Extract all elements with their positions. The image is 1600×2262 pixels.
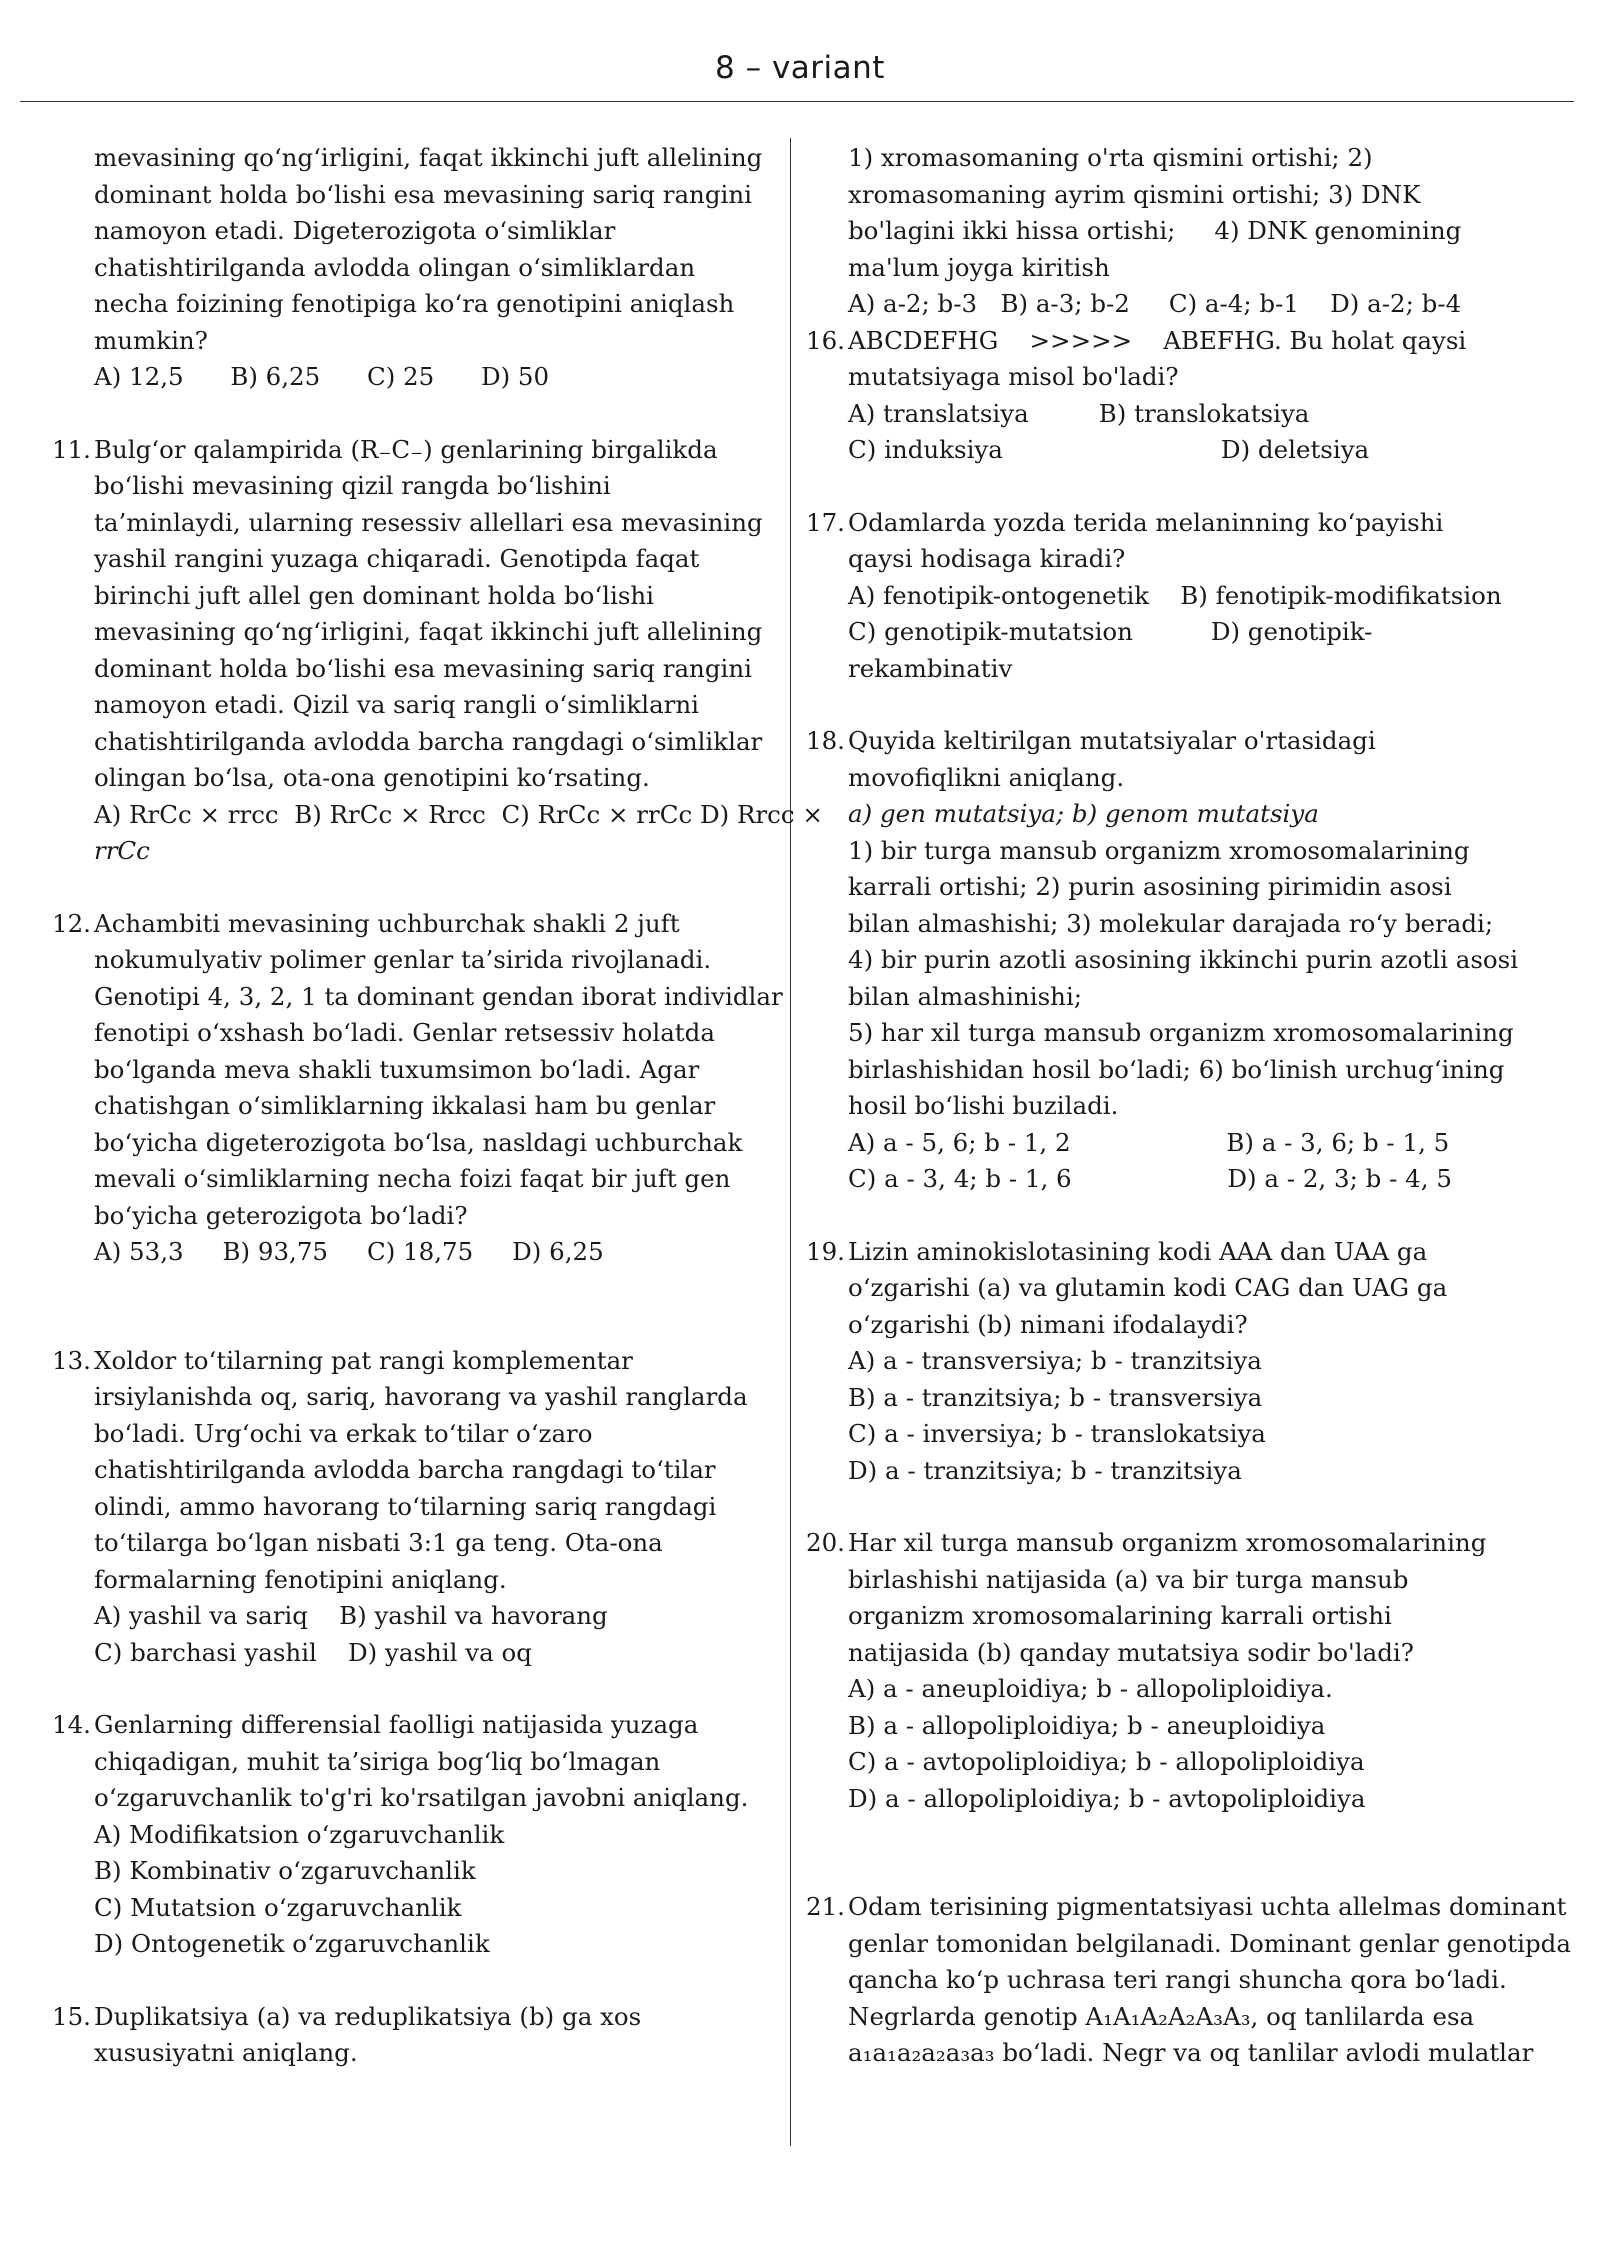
column-divider xyxy=(790,138,791,2146)
question-number: 13. xyxy=(52,1345,91,1375)
answer-option-c: C) a - avtopoliploidiya; b - allopoliploidiya xyxy=(848,1747,1365,1776)
question-number: 20. xyxy=(806,1528,845,1557)
answer-options: A) 12,5 B) 6,25 C) 25 D) 50 xyxy=(94,362,550,391)
question-18 xyxy=(806,723,1586,1198)
question-number: 18. xyxy=(806,726,845,755)
question-text-line: nokumulyativ polimer genlar ta’sirida rivojlanadi. xyxy=(94,945,712,974)
question-number: 12. xyxy=(52,908,91,938)
question-text-line: chatishtirilganda avlodda olingan o‘simliklardan xyxy=(94,252,696,282)
answer-options: C) a - 3, 4; b - 1, 6 D) a - 2, 3; b - 4, 5 xyxy=(848,1164,1452,1193)
question-10-continued xyxy=(52,140,787,396)
question-text-line: 4) bir purin azotli asosining ikkinchi purin azotli asosi xyxy=(848,945,1519,974)
question-text-line: dominant holda bo‘lishi esa mevasining sariq rangini xyxy=(94,179,752,209)
question-text-line: irsiylanishda oq, sariq, havorang va yashil ranglarda xyxy=(94,1382,748,1411)
question-number: 19. xyxy=(806,1236,845,1266)
question-text-line: mevali o‘simliklarning necha foizi faqat bir juft gen xyxy=(94,1164,731,1193)
question-text-line: organizm xromosomalarining karrali ortishi xyxy=(848,1601,1392,1630)
question-text-line: birlashishidan hosil bo‘ladi; 6) bo‘linish urchug‘ining xyxy=(848,1054,1505,1084)
question-text-line: Odam terisining pigmentatsiyasi uchta allelmas dominant xyxy=(848,1892,1567,1921)
question-text-line: chiqadigan, muhit ta’siriga bog‘liq bo‘lmagan xyxy=(94,1746,661,1776)
question-text-line: chatishtirilganda avlodda barcha rangdagi o‘simliklar xyxy=(94,726,763,756)
question-text-line: genlar tomonidan belgilanadi. Dominant genlar genotipda xyxy=(848,1928,1571,1958)
answer-options: C) genotipik-mutatsion D) genotipik- xyxy=(848,617,1373,646)
question-text-line: bo‘ladi. Urg‘ochi va erkak to‘tilar o‘zaro xyxy=(94,1418,593,1448)
question-text-line: Har xil turga mansub organizm xromosomalarining xyxy=(848,1528,1487,1557)
question-text-line: mumkin? xyxy=(94,325,208,355)
answer-options: A) 53,3 B) 93,75 C) 18,75 D) 6,25 xyxy=(94,1237,604,1266)
left-column xyxy=(52,140,823,2072)
question-20 xyxy=(806,1525,1586,1817)
header-divider xyxy=(20,101,1574,102)
question-text-line: birlashishi natijasida (a) va bir turga mansub xyxy=(848,1564,1409,1594)
answer-option-b: B) Kombinativ o‘zgaruvchanlik xyxy=(94,1856,476,1885)
question-text-line: bo‘yicha digeterozigota bo‘lsa, nasldagi uchburchak xyxy=(94,1127,743,1157)
right-column xyxy=(806,140,1586,2072)
question-number: 14. xyxy=(52,1710,91,1739)
question-13 xyxy=(52,1343,787,1672)
question-text-line: hosil bo‘lishi buziladi. xyxy=(848,1091,1119,1120)
page-title: 8 – variant xyxy=(715,50,885,86)
question-text-line: qancha ko‘p uchrasa teri rangi shuncha qora bo‘ladi. xyxy=(848,1965,1507,1994)
question-text-line: 1) xromasomaning o'rta qismini ortishi; 2) xyxy=(848,143,1373,172)
question-number: 11. xyxy=(52,434,91,464)
question-21 xyxy=(806,1889,1586,2072)
question-15 xyxy=(52,1999,787,2072)
question-16 xyxy=(806,323,1586,469)
question-text-line: to‘tilarga bo‘lgan nisbati 3:1 ga teng. Ota-ona xyxy=(94,1528,663,1557)
question-text-line: mutatsiyaga misol bo'ladi? xyxy=(848,362,1179,391)
answer-option-d: D) a - allopoliploidiya; b - avtopoliploidiya xyxy=(848,1783,1366,1813)
answer-option-d: D) a - tranzitsiya; b - tranzitsiya xyxy=(848,1455,1242,1485)
question-text-line: dominant holda bo‘lishi esa mevasining sariq rangini xyxy=(94,653,752,683)
question-number: 15. xyxy=(52,2001,91,2031)
question-number: 17. xyxy=(806,507,845,537)
question-text-line: Quyida keltirilgan mutatsiyalar o'rtasidagi xyxy=(848,726,1376,755)
question-text-line: birinchi juft allel gen dominant holda bo‘lishi xyxy=(94,580,655,610)
question-text-line: movofiqlikni aniqlang. xyxy=(848,762,1125,792)
answer-option-c: C) Mutatsion o‘zgaruvchanlik xyxy=(94,1892,462,1922)
answer-option-a: A) a - transversiya; b - tranzitsiya xyxy=(848,1346,1262,1375)
answer-options: A) yashil va sariq B) yashil va havorang xyxy=(94,1601,608,1630)
question-text-line: xususiyatni aniqlang. xyxy=(94,2038,358,2067)
question-text-line: bo‘yicha geterozigota bo‘ladi? xyxy=(94,1200,468,1230)
question-text-line: qaysi hodisaga kiradi? xyxy=(848,544,1126,573)
question-15-continued xyxy=(806,140,1586,323)
question-text-line: chatishtirilganda avlodda barcha rangdagi to‘tilar xyxy=(94,1455,716,1484)
question-text-line: olingan bo‘lsa, ota-ona genotipini ko‘rsating. xyxy=(94,763,650,792)
answer-option-d: D) Ontogenetik o‘zgaruvchanlik xyxy=(94,1929,490,1958)
question-text-line: ma'lum joyga kiritish xyxy=(848,252,1110,282)
question-19 xyxy=(806,1234,1586,1490)
question-text-line: Negrlarda genotip A₁A₁A₂A₂A₃A₃, oq tanlilarda esa xyxy=(848,2001,1475,2031)
question-text-line: bilan almashinishi; xyxy=(848,981,1083,1011)
answer-options: C) barchasi yashil D) yashil va oq xyxy=(94,1637,532,1667)
question-text-line: Genlarning differensial faolligi natijasida yuzaga xyxy=(94,1710,699,1739)
question-17 xyxy=(806,505,1586,688)
question-text-line: o‘zgarishi (a) va glutamin kodi CAG dan UAG ga xyxy=(848,1273,1448,1302)
question-text-line: Bulg‘or qalampirida (R₋C₋) genlarining birgalikda xyxy=(94,434,718,464)
question-text-line: karrali ortishi; 2) purin asosining pirimidin asosi xyxy=(848,872,1452,901)
question-text-line: xromasomaning ayrim qismini ortishi; 3) DNK xyxy=(848,179,1421,209)
question-text-line: bo'lagini ikki hissa ortishi; 4) DNK genomining xyxy=(848,216,1462,245)
question-number: 21. xyxy=(806,1892,845,1921)
question-14 xyxy=(52,1707,787,1963)
question-text-line: Xoldor to‘tilarning pat rangi komplementar xyxy=(94,1345,633,1375)
question-text-line: namoyon etadi. Digeterozigota o‘simliklar xyxy=(94,216,616,245)
answer-option-b: B) a - allopoliploidiya; b - aneuploidiya xyxy=(848,1710,1326,1740)
question-text-line: fenotipi o‘xshash bo‘ladi. Genlar retsessiv holatda xyxy=(94,1018,715,1047)
question-text-line: chatishgan o‘simliklarning ikkalasi ham bu genlar xyxy=(94,1091,716,1120)
question-text-line: formalarning fenotipini aniqlang. xyxy=(94,1564,507,1594)
question-text-line: necha foizining fenotipiga ko‘ra genotipini aniqlash xyxy=(94,289,735,318)
question-text-line: Odamlarda yozda terida melaninning ko‘payishi xyxy=(848,507,1444,537)
answer-option-b: B) a - tranzitsiya; b - transversiya xyxy=(848,1382,1263,1412)
question-text-line: a₁a₁a₂a₂a₃a₃ bo‘ladi. Negr va oq tanlilar avlodi mulatlar xyxy=(848,2038,1534,2067)
question-text-line: mevasining qo‘ng‘irligini, faqat ikkinchi juft allelining xyxy=(94,617,763,646)
question-text-line: ABCDEFHG >>>>> ABEFHG. Bu holat qaysi xyxy=(848,325,1467,355)
question-text-line: mevasining qo‘ng‘irligini, faqat ikkinchi juft allelining xyxy=(94,143,763,172)
question-text-line: bo‘lganda meva shakli tuxumsimon bo‘ladi. Agar xyxy=(94,1054,700,1084)
answer-option-a: A) Modifikatsion o‘zgaruvchanlik xyxy=(94,1819,505,1849)
answer-option-c: C) a - inversiya; b - translokatsiya xyxy=(848,1419,1266,1448)
answer-option-a: A) a - aneuploidiya; b - allopoliploidiya. xyxy=(848,1674,1333,1703)
question-text-line: ta’minlaydi, ularning resessiv allellari esa mevasining xyxy=(94,507,763,537)
question-text-line: namoyon etadi. Qizil va sariq rangli o‘simliklarni xyxy=(94,690,699,719)
answer-options: A) a - 5, 6; b - 1, 2 B) a - 3, 6; b - 1, 5 xyxy=(848,1127,1450,1157)
question-11 xyxy=(52,432,823,870)
question-text-line: Duplikatsiya (a) va reduplikatsiya (b) ga xos xyxy=(94,2001,642,2031)
question-text-line: 1) bir turga mansub organizm xromosomalarining xyxy=(848,835,1470,865)
question-text-line: bo‘lishi mevasining qizil rangda bo‘lishini xyxy=(94,471,611,500)
answer-options: rekambinativ xyxy=(848,653,1013,683)
question-text-line: 5) har xil turga mansub organizm xromosomalarining xyxy=(848,1018,1514,1047)
answer-options: A) a-2; b-3 B) a-3; b-2 C) a-4; b-1 D) a-2; b-4 xyxy=(848,289,1462,318)
question-text-line: yashil rangini yuzaga chiqaradi. Genotipda faqat xyxy=(94,544,700,573)
question-text-line: a) gen mutatsiya; b) genom mutatsiya xyxy=(848,799,1319,828)
answer-options: C) induksiya D) deletsiya xyxy=(848,435,1370,464)
question-text-line: o‘zgaruvchanlik to'g'ri ko'rsatilgan javobni aniqlang. xyxy=(94,1783,749,1812)
question-text-line: olindi, ammo havorang to‘tilarning sariq rangdagi xyxy=(94,1491,717,1521)
question-text-line: natijasida (b) qanday mutatsiya sodir bo'ladi? xyxy=(848,1637,1414,1667)
question-text-line: o‘zgarishi (b) nimani ifodalaydi? xyxy=(848,1309,1248,1339)
answer-options: A) translatsiya B) translokatsiya xyxy=(848,398,1310,428)
answer-options: rrCc xyxy=(94,836,150,865)
question-text-line: Genotipi 4, 3, 2, 1 ta dominant gendan iborat individlar xyxy=(94,981,783,1011)
question-text-line: Lizin aminokislotasining kodi AAA dan UAA ga xyxy=(848,1236,1428,1266)
answer-options: A) fenotipik-ontogenetik B) fenotipik-modifikatsion xyxy=(848,580,1502,610)
answer-options: A) RrCc × rrcc B) RrCc × Rrcc C) RrCc × rrCc D) Rrcc × xyxy=(94,799,823,829)
question-12 xyxy=(52,906,787,1271)
question-text-line: bilan almashishi; 3) molekular darajada ro‘y beradi; xyxy=(848,908,1494,938)
question-text-line: Achambiti mevasining uchburchak shakli 2 juft xyxy=(94,908,680,938)
question-number: 16. xyxy=(806,325,845,355)
